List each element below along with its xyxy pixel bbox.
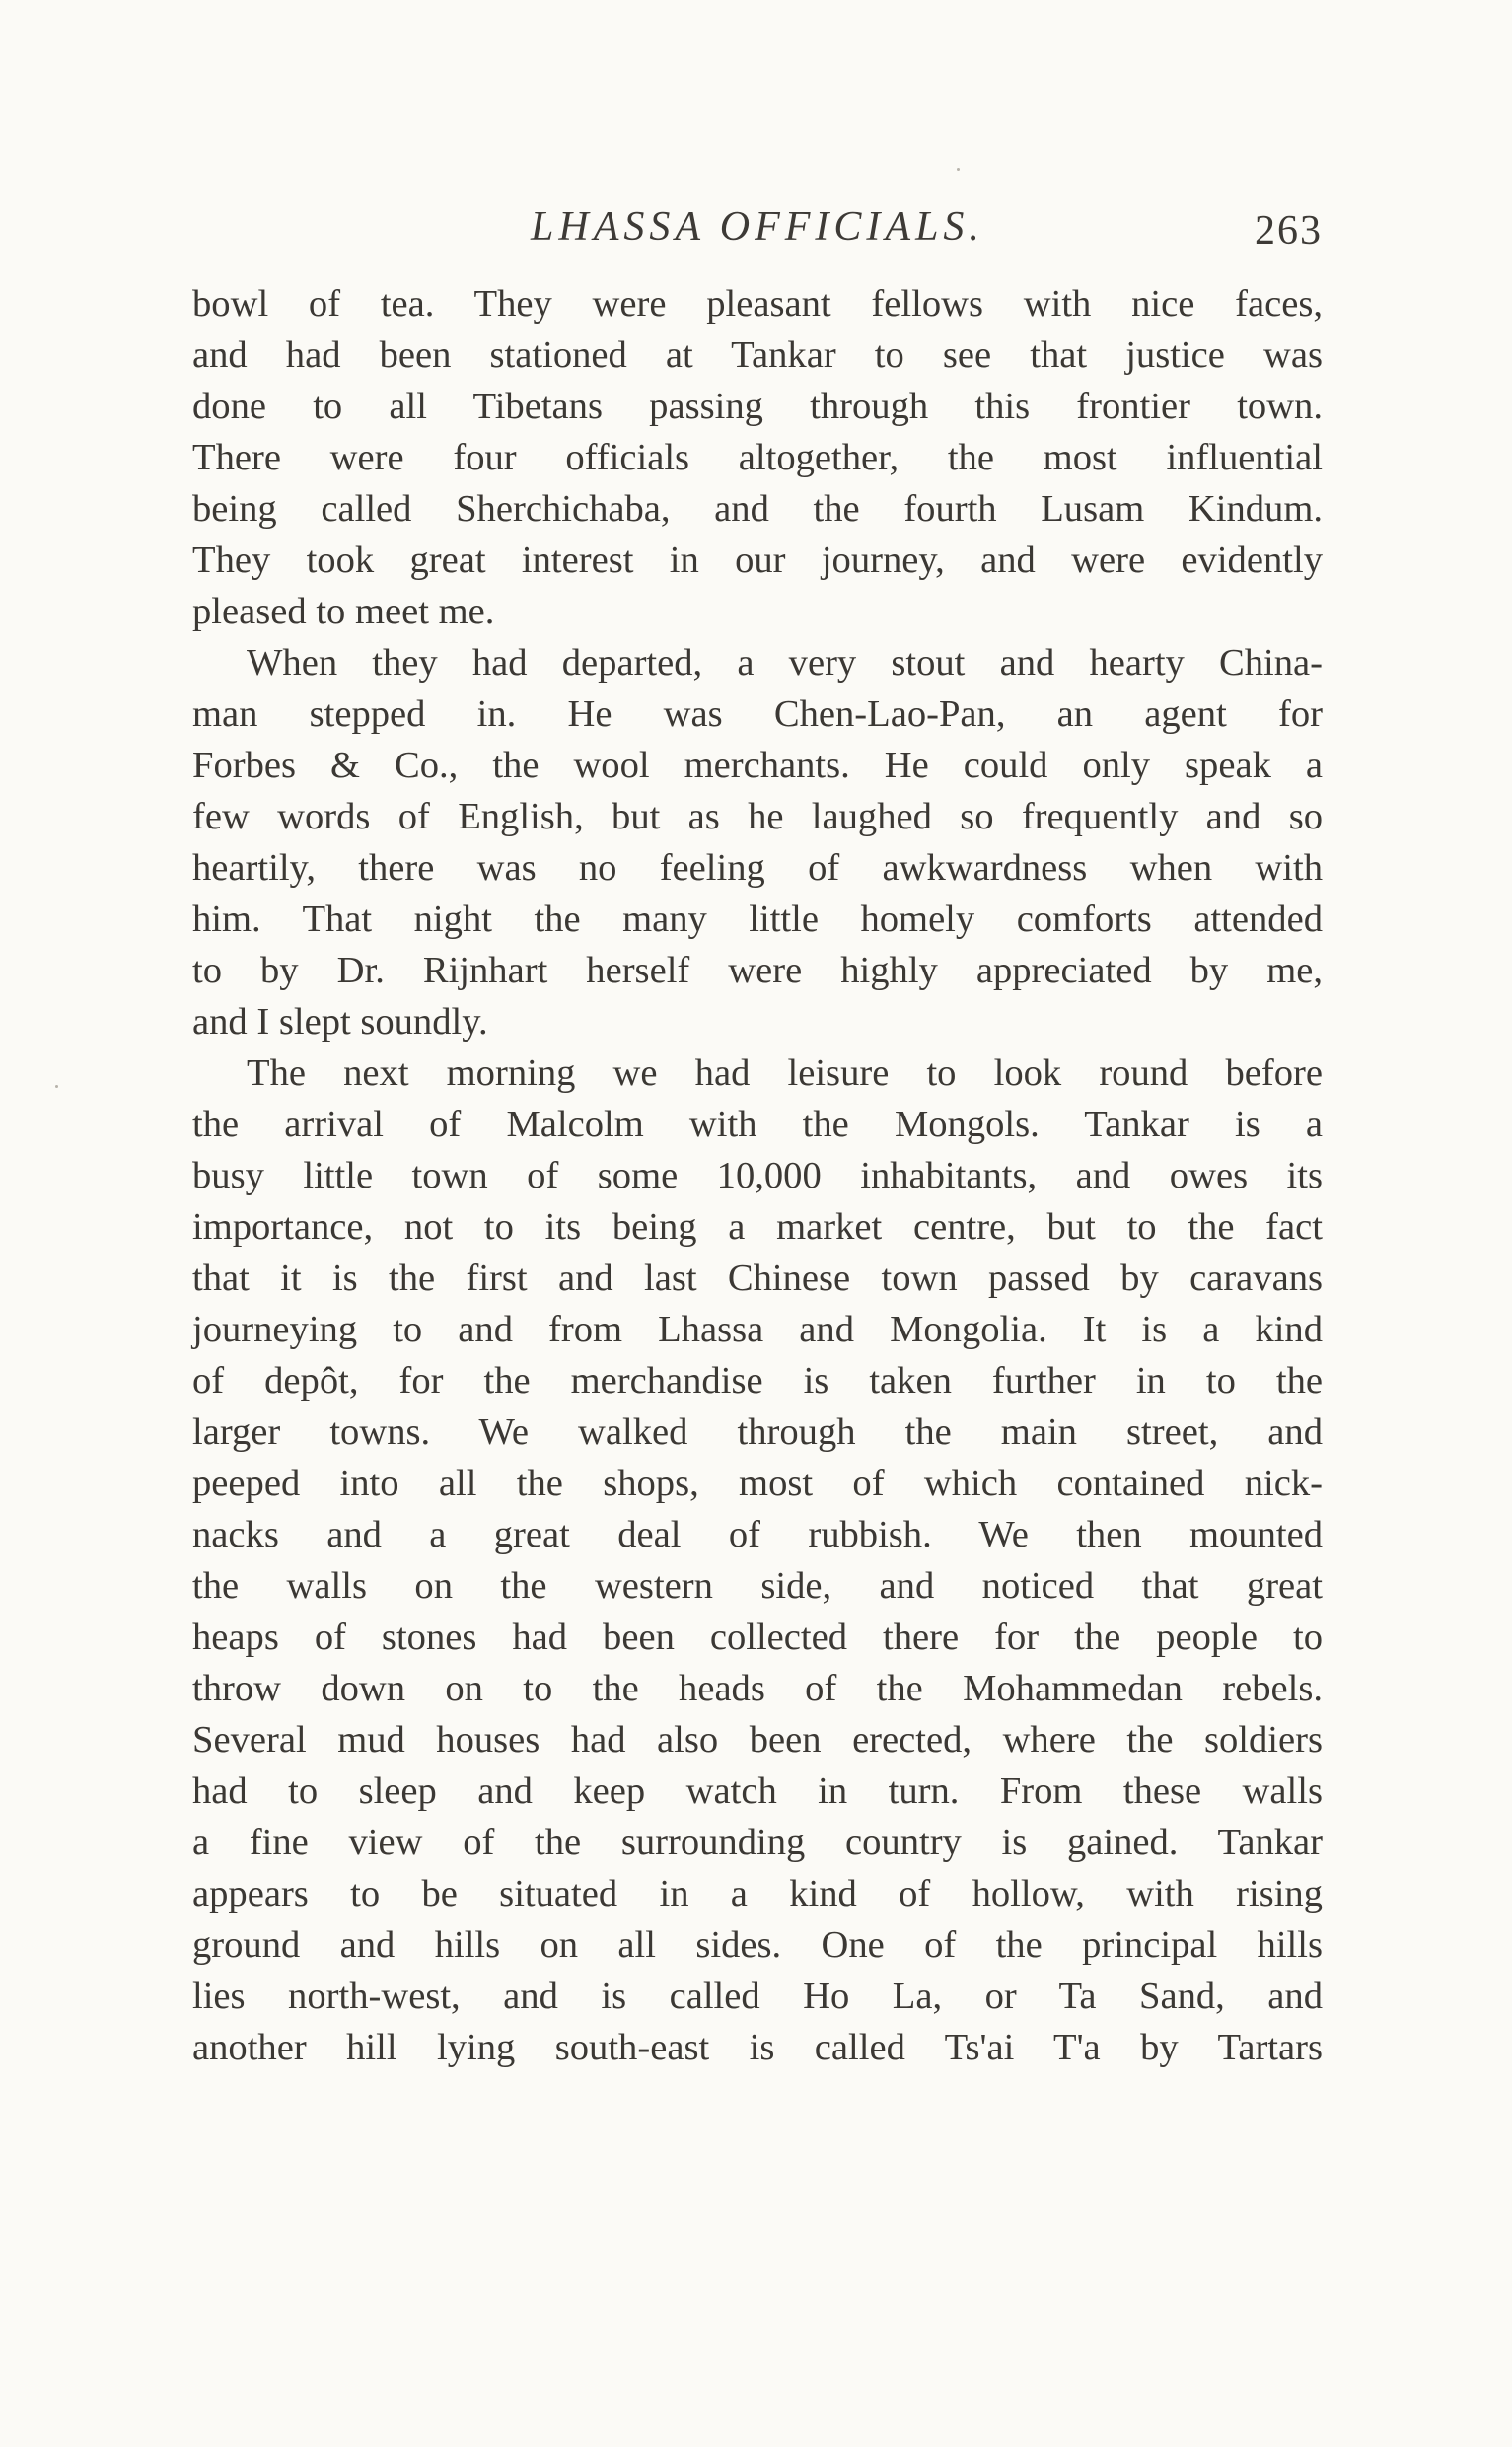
text-line: the walls on the western side, and noticed that great <box>192 1565 1323 1607</box>
text-line: Forbes & Co., the wool merchants. He could only speak a <box>192 745 1323 786</box>
body-text <box>192 278 1323 2073</box>
text-line: heartily, there was no feeling of awkwardness when with <box>192 847 1323 889</box>
text-line: man stepped in. He was Chen-Lao-Pan, an agent for <box>192 693 1323 735</box>
text-line: of depôt, for the merchandise is taken further in to the <box>192 1360 1323 1402</box>
text-line: The next morning we had leisure to look round before <box>247 1052 1323 1094</box>
text-line: There were four officials altogether, the most influential <box>192 437 1323 478</box>
text-line: appears to be situated in a kind of hollow, with rising <box>192 1873 1323 1914</box>
text-line: importance, not to its being a market centre, but to the fact <box>192 1206 1323 1248</box>
text-line: When they had departed, a very stout and hearty China- <box>247 642 1323 684</box>
text-line: They took great interest in our journey, and were evidently <box>192 540 1323 581</box>
text-line: being called Sherchichaba, and the fourth Lusam Kindum. <box>192 488 1323 530</box>
text-line: done to all Tibetans passing through this frontier town. <box>192 386 1323 427</box>
running-head: LHASSA OFFICIALS. <box>531 204 984 250</box>
text-line: peeped into all the shops, most of which contained nick- <box>192 1463 1323 1504</box>
text-line: journeying to and from Lhassa and Mongolia. It is a kind <box>192 1309 1323 1350</box>
text-line: and I slept soundly. <box>192 1001 488 1043</box>
text-line: larger towns. We walked through the main street, and <box>192 1411 1323 1453</box>
text-line: throw down on to the heads of the Mohammedan rebels. <box>192 1668 1323 1709</box>
text-line: lies north-west, and is called Ho La, or Ta Sand, and <box>192 1976 1323 2017</box>
text-line: that it is the first and last Chinese town passed by caravans <box>192 1258 1323 1299</box>
text-line: another hill lying south-east is called Ts'ai T'a by Tartars <box>192 2027 1323 2068</box>
text-line: had to sleep and keep watch in turn. From these walls <box>192 1770 1323 1812</box>
text-line: pleased to meet me. <box>192 591 495 632</box>
paper-speck <box>957 168 960 171</box>
paper-speck <box>55 1085 58 1088</box>
text-line: heaps of stones had been collected there for the people to <box>192 1617 1323 1658</box>
text-line: him. That night the many little homely comforts attended <box>192 899 1323 940</box>
text-line: a fine view of the surrounding country is gained. Tankar <box>192 1822 1323 1863</box>
text-line: Several mud houses had also been erected, where the soldiers <box>192 1719 1323 1761</box>
text-line: the arrival of Malcolm with the Mongols. Tankar is a <box>192 1104 1323 1145</box>
text-line: few words of English, but as he laughed so frequently and so <box>192 796 1323 837</box>
text-line: and had been stationed at Tankar to see that justice was <box>192 334 1323 376</box>
text-line: to by Dr. Rijnhart herself were highly appreciated by me, <box>192 950 1323 991</box>
text-line: busy little town of some 10,000 inhabitants, and owes its <box>192 1155 1323 1196</box>
text-line: nacks and a great deal of rubbish. We then mounted <box>192 1514 1323 1555</box>
page-number: 263 <box>1255 208 1323 253</box>
text-line: bowl of tea. They were pleasant fellows with nice faces, <box>192 283 1323 324</box>
page-header <box>192 197 1323 256</box>
text-line: ground and hills on all sides. One of the principal hills <box>192 1924 1323 1966</box>
